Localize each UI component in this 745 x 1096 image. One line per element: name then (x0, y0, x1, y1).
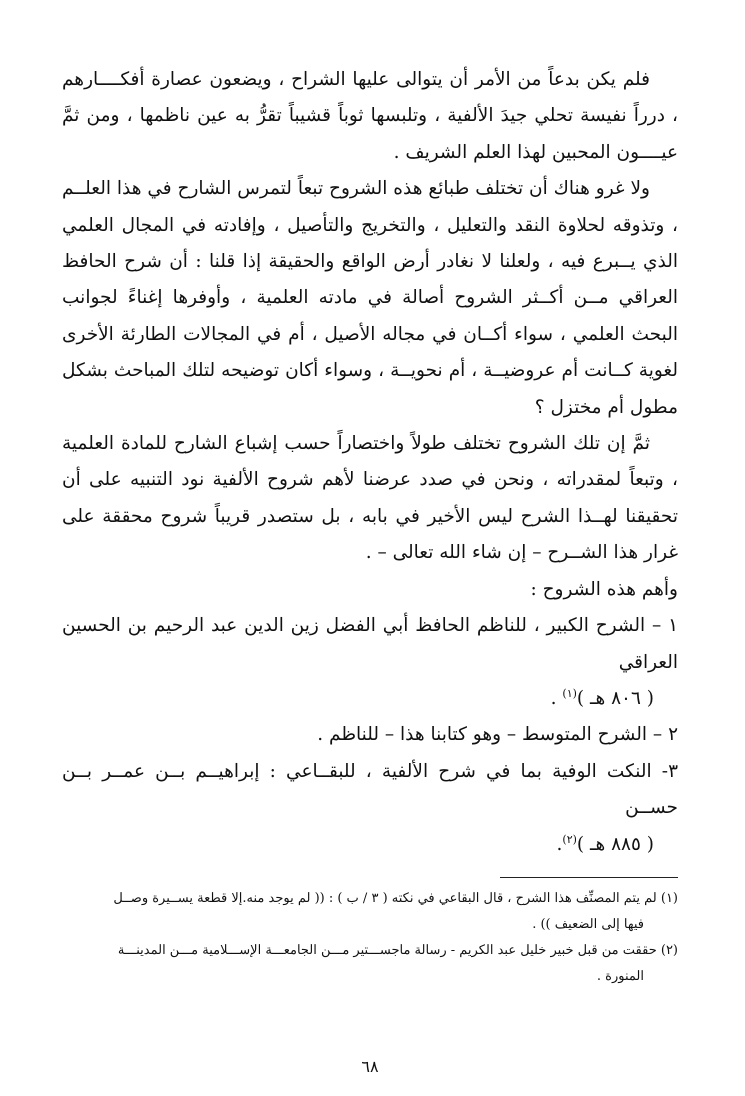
paragraph-3: ثمَّ إن تلك الشروح تختلف طولاً واختصاراً حسب إشباع الشارح للمادة العلمية ، وتبعاً لمقدراته ، ونحن في صدد عرضنا لأهم شروح الألفية نود التنبيه على أن تحقيقنا لهــذا الشرح ليس الأخير في بابه ، بل ستصدر قريباً شروح محققة على غرار هذا الشــرح – إن شاء الله تعالى – . (62, 433, 678, 564)
main-text (62, 62, 678, 863)
list-item-3-date-line (62, 827, 678, 863)
footnote-2-line-1: (٢) حققت من قبل خبير خليل عبد الكريم - رسالة ماجســـتير مـــن الجامعـــة الإســـلامية مـــن المدينـــة (117, 942, 678, 958)
list-item-3-date: ( ٨٨٥ هـ ) (576, 833, 654, 855)
paragraph-2: ولا غرو هناك أن تختلف طبائع هذه الشروح تبعاً لتمرس الشارح في هذا العلــم ، وتذوقه لحلاوة النقد والتعليل ، والتخريج والتأصيل ، وإفادته في المجال العلمي الذي يــبرع فيه ، ولعلنا لا نغادر أرض الواقع والحقيقة إذا قلنا : أن شرح الحافظ العراقي مــن أكــثر الشروح أصالة في مادته العلمية ، وأوفرها إغناءً لجوانب البحث العلمي ، سواء أكــان في مجاله الأصيل ، أم في المجالات الطارئة الأخرى لغوية كــانت أم عروضيــة ، أم نحويــة ، وسواء أكان توضيحه لتلك المباحث بشكل مطول أم مختزل ؟ (62, 178, 678, 418)
footnote-ref-2: (٢) (562, 832, 577, 846)
book-page (62, 62, 678, 1076)
list-item-1 (62, 608, 678, 717)
list-item-1-date-line (62, 681, 678, 717)
footnotes (62, 886, 678, 990)
list-item-3 (62, 754, 678, 863)
paragraph-1: فلم يكن بدعاً من الأمر أن يتوالى عليها الشراح ، ويضعون عصارة أفكــــارهم ، درراً نفيسة تحلي جيدَ الألفية ، وتلبسها ثوباً قشيباً تقرُّ به عين ناظمها ، ومن ثمَّ عيــــون المحبين لهذا العلم الشريف . (62, 69, 678, 163)
list-item-1-end: . (550, 687, 563, 709)
list-item-3-end: . (556, 833, 563, 855)
page-number: ٦٨ (361, 1057, 379, 1076)
list-item-3-text: ٣- النكت الوفية بما في شرح الألفية ، للبقــاعي : إبراهيــم بــن عمــر بــن حســن (62, 760, 678, 819)
footnote-ref-1: (١) (562, 686, 577, 700)
list-item-2: ٢ – الشرح المتوسط – وهو كتابنا هذا – للناظم . (317, 724, 678, 746)
list-intro: وأهم هذه الشروح : (530, 578, 678, 600)
footnote-1-line-1: (١) لم يتم المصنِّف هذا الشرح ، قال البقاعي في نكته ( ٣ / ب ) : (( لم يوجد منه.إلا قطعة يســيرة وصــل (113, 890, 678, 906)
footnote-2-line-2: المنورة . (596, 968, 644, 984)
footnote-1-line-2: فيها إلى الضعيف )) . (532, 916, 644, 932)
list-item-1-date: ( ٨٠٦ هـ ) (576, 687, 654, 709)
list-item-1-text: ١ – الشرح الكبير ، للناظم الحافظ أبي الفضل زين الدين عبد الرحيم بن الحسين العراقي (62, 615, 678, 673)
footnote-divider (500, 877, 678, 878)
